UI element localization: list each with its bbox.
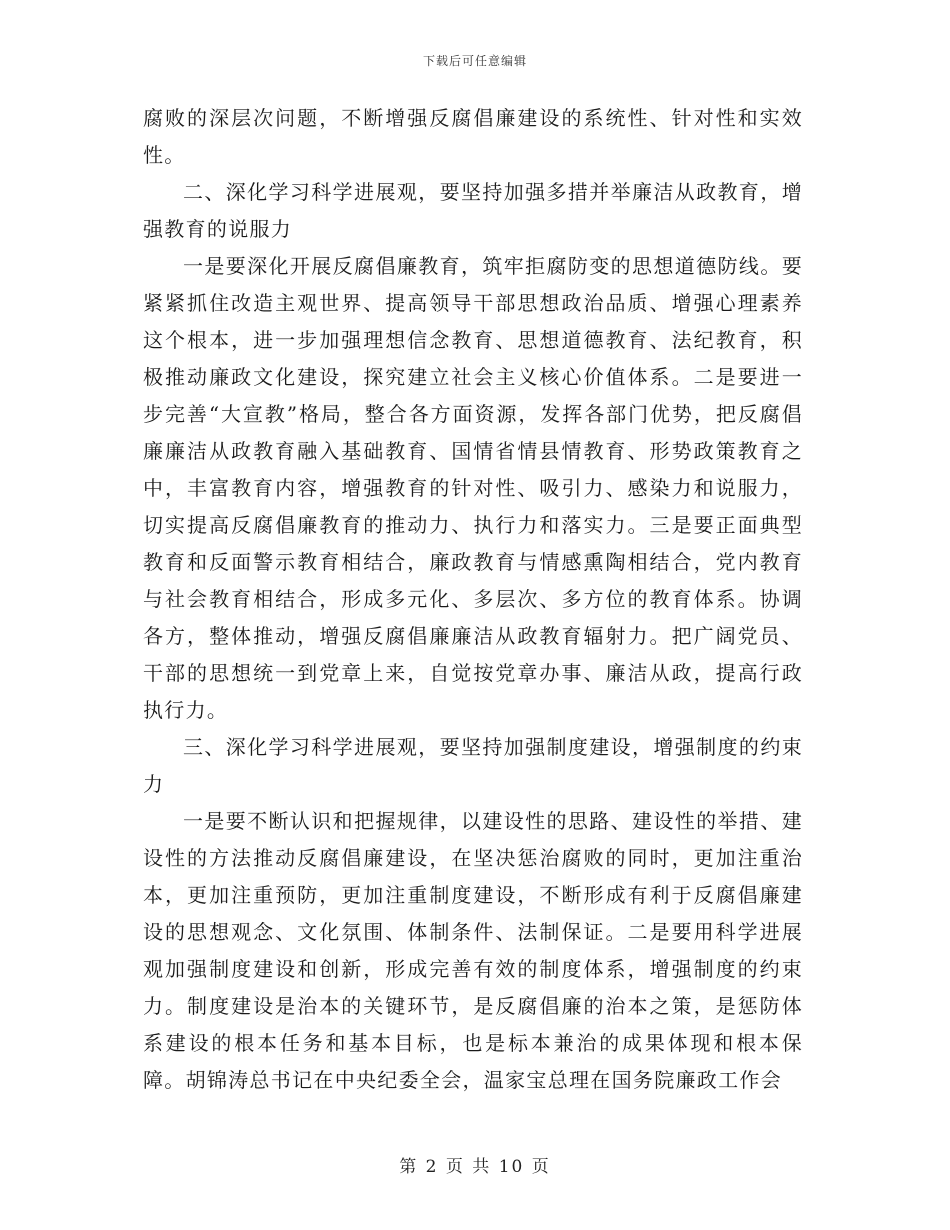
page-header: 下载后可任意编辑: [422, 54, 527, 68]
paragraph-5: 一是要不断认识和把握规律，以建设性的思路、建设性的举措、建设性的方法推动反腐倡廉建设，在坚决惩治腐败的同时，更加注重治本，更加注重预防，更加注重制度建设，不断形成有利于反腐倡廉建设的思想观念、文化氛围、体制条件、法制保证。二是要用科学进展观加强制度建设和创新，形成完善有效的制度体系，增强制度的约束力。制度建设是治本的关键环节，是反腐倡廉的治本之策，是惩防体系建设的根本任务和基本目标，也是标本兼治的成果体现和根本保障。胡锦涛总书记在中央纪委全会，温家宝总理在国务院廉政工作会: [143, 809, 803, 1092]
paragraph-1: 腐败的深层次问题，不断增强反腐倡廉建设的系统性、针对性和实效性。: [143, 106, 803, 167]
document-body: [143, 100, 803, 1099]
section-heading-3: 三、深化学习科学进展观，要坚持加强制度建设，增强制度的约束力: [143, 735, 803, 796]
section-heading-2: 二、深化学习科学进展观，要坚持加强多措并举廉洁从政教育，增强教育的说服力: [143, 180, 803, 241]
paragraph-3: 一是要深化开展反腐倡廉教育，筑牢拒腐防变的思想道德防线。要紧紧抓住改造主观世界、提高领导干部思想政治品质、增强心理素养这个根本，进一步加强理想信念教育、思想道德教育、法纪教育，积极推动廉政文化建设，探究建立社会主义核心价值体系。二是要进一步完善“大宣教”格局，整合各方面资源，发挥各部门优势，把反腐倡廉廉洁从政教育融入基础教育、国情省情县情教育、形势政策教育之中，丰富教育内容，增强教育的针对性、吸引力、感染力和说服力，切实提高反腐倡廉教育的推动力、执行力和落实力。三是要正面典型教育和反面警示教育相结合，廉政教育与情感熏陶相结合，党内教育与社会教育相结合，形成多元化、多层次、多方位的教育体系。协调各方，整体推动，增强反腐倡廉廉洁从政教育辐射力。把广阔党员、干部的思想统一到党章上来，自觉按党章办事、廉洁从政，提高行政执行力。: [143, 254, 803, 722]
page-number: 第 2 页 共 10 页: [399, 1157, 551, 1177]
